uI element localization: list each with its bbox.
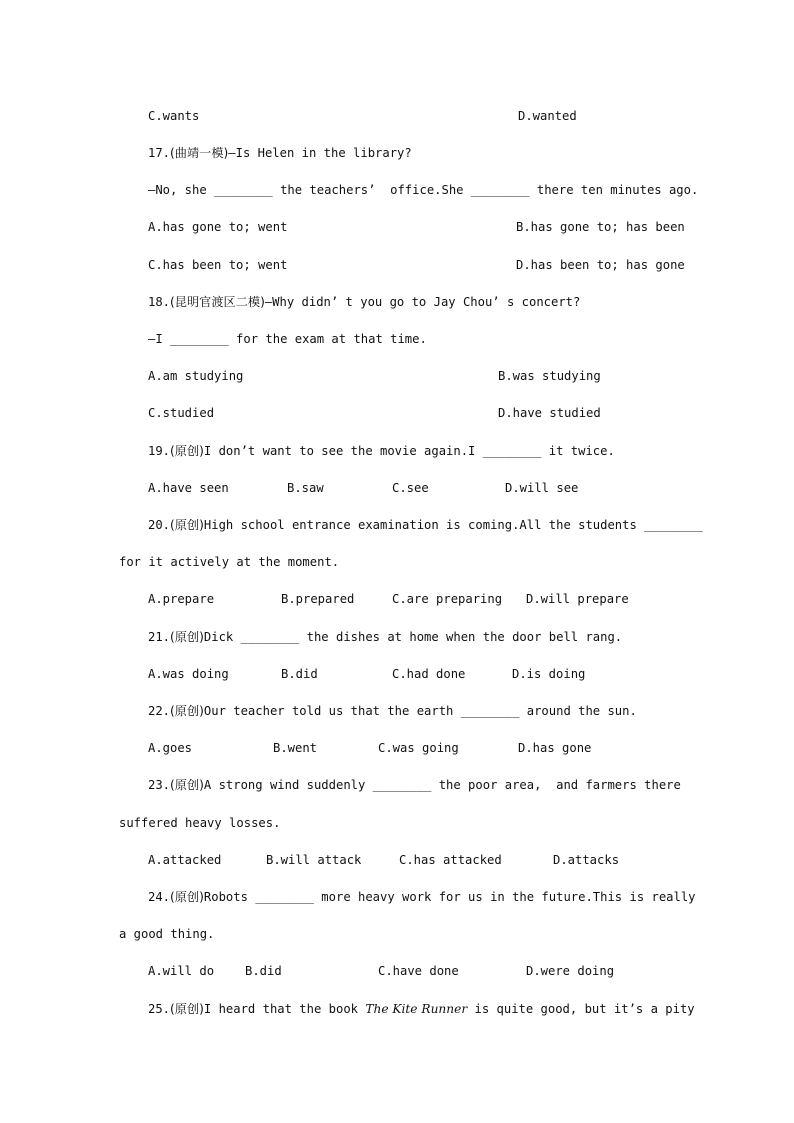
q17-stem-text: —Is Helen in the library? <box>228 146 412 160</box>
q19-option-d: D.will see <box>505 481 579 495</box>
q23-stem-line2: suffered heavy losses. <box>119 816 281 830</box>
q21-option-a: A.was doing <box>148 667 229 681</box>
q24-stem-line2: a good thing. <box>119 927 215 941</box>
q17-source-tag: (曲靖一模) <box>170 146 229 160</box>
q22-option-c: C.was going <box>378 741 459 755</box>
q24-number: 24. <box>148 890 171 904</box>
q18-stem-line2: —I ________ for the exam at that time. <box>148 332 427 346</box>
q20-number: 20. <box>148 518 171 532</box>
q23-stem-text: A strong wind suddenly ________ the poor area, and farmers there <box>203 778 681 792</box>
q23-source-tag: (原创) <box>170 778 204 792</box>
q19-stem-text: I don’t want to see the movie again.I ________ it twice. <box>203 444 615 458</box>
q21-stem-text: Dick ________ the dishes at home when the door bell rang. <box>203 630 623 644</box>
q25-stem-pre: I heard that the book <box>203 1002 366 1016</box>
q21-number: 21. <box>148 630 171 644</box>
q21-option-c: C.had done <box>392 667 466 681</box>
q22-option-a: A.goes <box>148 741 193 755</box>
q23-option-d: D.attacks <box>553 853 620 867</box>
q22-number: 22. <box>148 704 171 718</box>
q17-stem <box>148 144 676 162</box>
q20-option-d: D.will prepare <box>526 592 629 606</box>
q23-option-a: A.attacked <box>148 853 222 867</box>
q25-number: 25. <box>148 1002 171 1016</box>
q20-option-c: C.are preparing <box>392 592 503 606</box>
q22-option-b: B.went <box>273 741 318 755</box>
q19-option-a: A.have seen <box>148 481 229 495</box>
q21-stem <box>148 628 676 646</box>
q24-stem <box>148 888 696 906</box>
q23-option-c: C.has attacked <box>399 853 502 867</box>
q25-stem <box>148 1000 695 1018</box>
q17-number: 17. <box>148 146 171 160</box>
q19-option-c: C.see <box>392 481 429 495</box>
q20-stem-line2: for it actively at the moment. <box>119 555 340 569</box>
q18-stem <box>148 293 676 311</box>
q24-option-b: B.did <box>245 964 282 978</box>
q18-stem-text: —Why didn’ t you go to Jay Chou’ s concert? <box>264 295 581 309</box>
q24-stem-text: Robots ________ more heavy work for us in the future.This is really <box>203 890 696 904</box>
q24-option-d: D.were doing <box>526 964 615 978</box>
q20-option-b: B.prepared <box>281 592 355 606</box>
q18-number: 18. <box>148 295 171 309</box>
q17-option-a: A.has gone to; went <box>148 220 288 234</box>
q22-stem <box>148 702 676 720</box>
q19-number: 19. <box>148 444 171 458</box>
q23-stem <box>148 776 681 794</box>
q16-option-d: D.wanted <box>518 109 577 123</box>
q23-number: 23. <box>148 778 171 792</box>
q25-stem-post: is quite good, but it’s a pity <box>467 1002 695 1016</box>
q24-option-c: C.have done <box>378 964 459 978</box>
q20-option-a: A.prepare <box>148 592 215 606</box>
q17-option-b: B.has gone to; has been <box>516 220 685 234</box>
q21-option-d: D.is doing <box>512 667 586 681</box>
q20-source-tag: (原创) <box>170 518 204 532</box>
q20-stem <box>148 516 703 534</box>
q20-stem-text: High school entrance examination is coming.All the students ________ <box>203 518 703 532</box>
q22-option-d: D.has gone <box>518 741 592 755</box>
q17-option-c: C.has been to; went <box>148 258 288 272</box>
q23-option-b: B.will attack <box>266 853 362 867</box>
q21-option-b: B.did <box>281 667 318 681</box>
q24-option-a: A.will do <box>148 964 215 978</box>
q18-option-b: B.was studying <box>498 369 601 383</box>
q19-stem <box>148 442 676 460</box>
q19-source-tag: (原创) <box>170 444 204 458</box>
q16-option-c: C.wants <box>148 109 200 123</box>
q25-book-title: The Kite Runner <box>365 1002 468 1016</box>
q18-option-d: D.have studied <box>498 406 601 420</box>
q24-source-tag: (原创) <box>170 890 204 904</box>
q21-source-tag: (原创) <box>170 630 204 644</box>
q25-source-tag: (原创) <box>170 1002 204 1016</box>
q22-source-tag: (原创) <box>170 704 204 718</box>
q19-option-b: B.saw <box>287 481 324 495</box>
q18-source-tag: (昆明官渡区二模) <box>170 295 265 309</box>
q17-stem-line2: —No, she ________ the teachers’ office.She ________ there ten minutes ago. <box>148 183 699 197</box>
q18-option-c: C.studied <box>148 406 215 420</box>
q17-option-d: D.has been to; has gone <box>516 258 685 272</box>
q18-option-a: A.am studying <box>148 369 244 383</box>
q22-stem-text: Our teacher told us that the earth ________ around the sun. <box>203 704 637 718</box>
